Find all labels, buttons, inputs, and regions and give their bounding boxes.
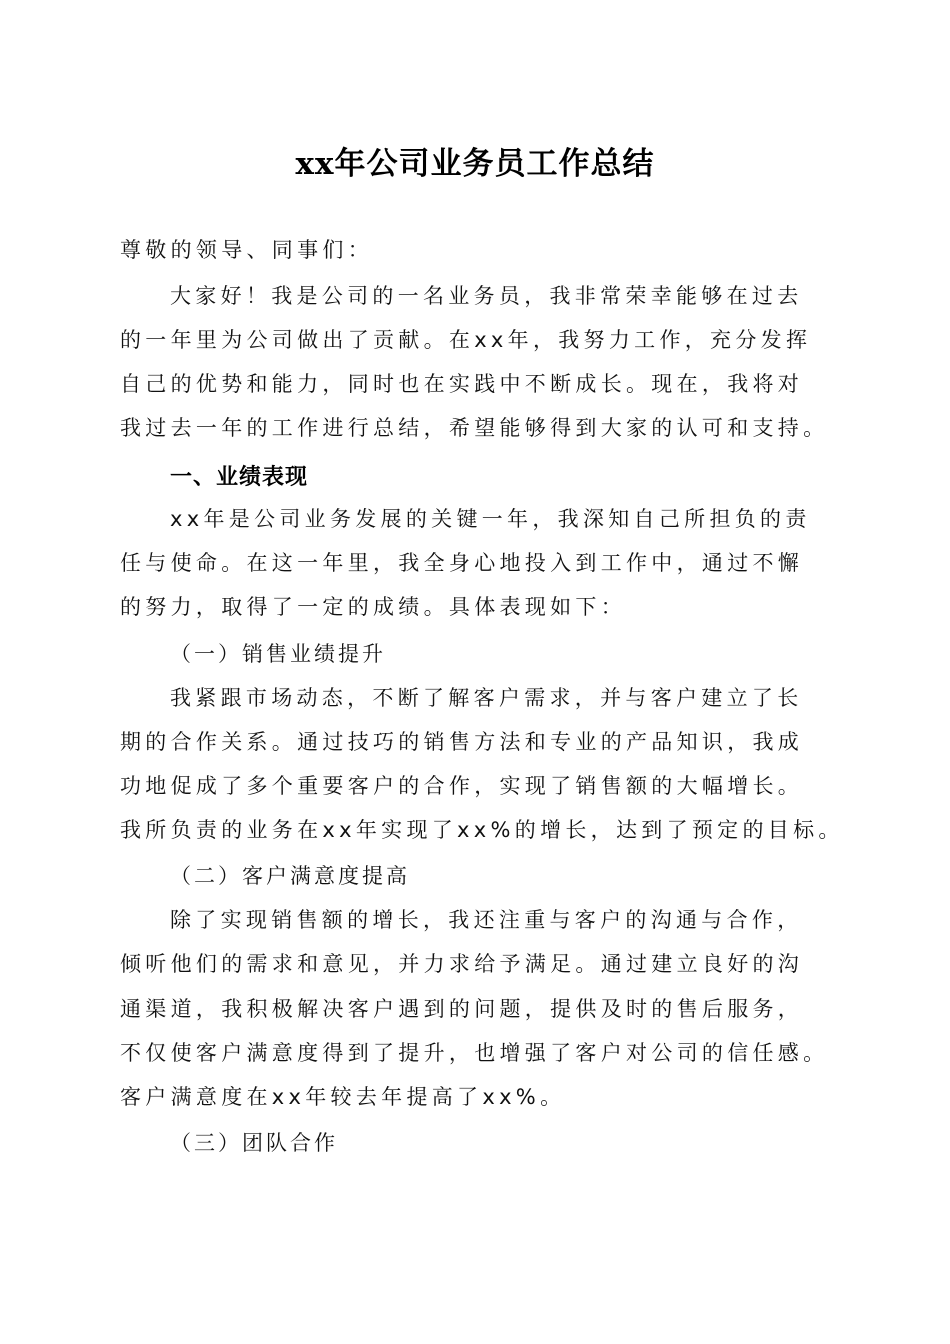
paragraph-line: 通渠道，我积极解决客户遇到的问题，提供及时的售后服务，: [120, 997, 804, 1021]
paragraph-line: 我紧跟市场动态，不断了解客户需求，并与客户建立了长: [170, 686, 803, 710]
paragraph-line: 的努力，取得了一定的成绩。具体表现如下：: [120, 595, 626, 619]
paragraph-line: 客户满意度在xx年较去年提高了xx%。: [120, 1085, 566, 1109]
subsection-heading: （二）客户满意度提高: [170, 864, 410, 888]
paragraph-line: xx年是公司业务发展的关键一年，我深知自己所担负的责: [170, 507, 811, 531]
paragraph-line: 我所负责的业务在xx年实现了xx%的增长，达到了预定的目标。: [120, 818, 844, 842]
section-heading: 一、业绩表现: [170, 465, 309, 490]
subsection-heading: （一）销售业绩提升: [170, 642, 386, 666]
paragraph-line: 任与使命。在这一年里，我全身心地投入到工作中，通过不懈: [120, 551, 804, 575]
document-title: xx年公司业务员工作总结: [295, 146, 655, 182]
intro-line: 的一年里为公司做出了贡献。在xx年，我努力工作，充分发挥: [120, 328, 812, 352]
paragraph-line: 不仅使客户满意度得到了提升，也增强了客户对公司的信任感。: [120, 1041, 829, 1065]
subsection-heading: （三）团队合作: [170, 1131, 338, 1155]
paragraph-line: 功地促成了多个重要客户的合作，实现了销售额的大幅增长。: [120, 774, 804, 798]
intro-line: 我过去一年的工作进行总结，希望能够得到大家的认可和支持。: [120, 416, 829, 440]
salutation: 尊敬的领导、同事们：: [120, 238, 373, 262]
paragraph-line: 倾听他们的需求和意见，并力求给予满足。通过建立良好的沟: [120, 952, 804, 976]
intro-line: 大家好！我是公司的一名业务员，我非常荣幸能够在过去: [170, 284, 803, 308]
paragraph-line: 期的合作关系。通过技巧的销售方法和专业的产品知识，我成: [120, 730, 804, 754]
paragraph-line: 除了实现销售额的增长，我还注重与客户的沟通与合作，: [170, 908, 803, 932]
intro-line: 自己的优势和能力，同时也在实践中不断成长。现在，我将对: [120, 372, 804, 396]
